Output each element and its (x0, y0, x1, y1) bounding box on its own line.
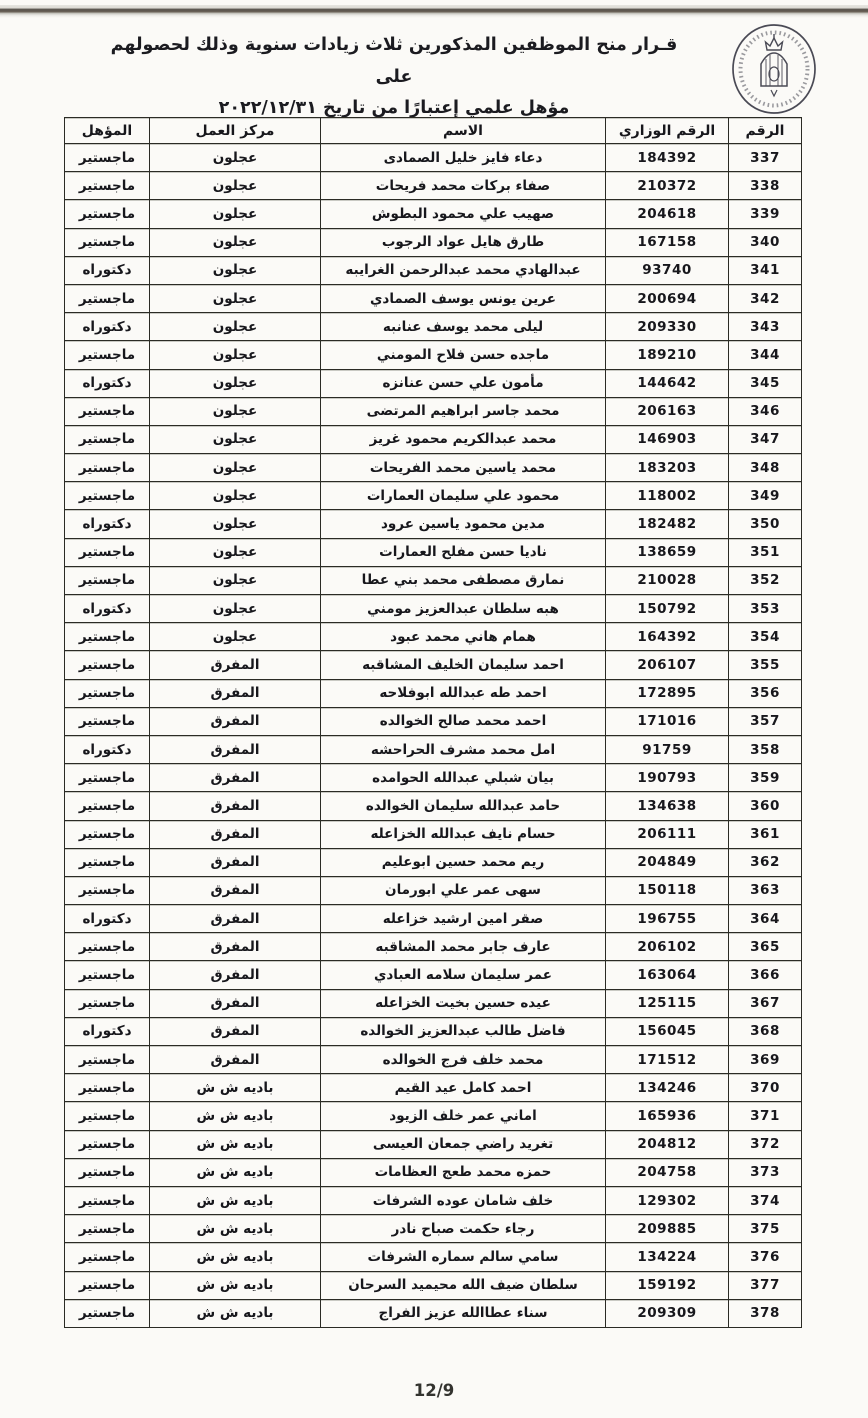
name-cell: احمد كامل عيد القيم (321, 1074, 606, 1102)
table-row (65, 341, 802, 369)
work-center-cell: باديه ش ش (150, 1130, 321, 1158)
row-number-cell: 376 (729, 1243, 802, 1271)
qualification-cell: دكتوراه (65, 905, 150, 933)
ministry-number-cell: 209330 (606, 313, 729, 341)
name-cell: ريم محمد حسين ابوعليم (321, 848, 606, 876)
table-row (65, 313, 802, 341)
name-cell: محمد خلف فرج الخوالده (321, 1046, 606, 1074)
ministry-number-cell: 164392 (606, 623, 729, 651)
row-number-cell: 352 (729, 566, 802, 594)
row-number-cell: 368 (729, 1017, 802, 1045)
work-center-cell: عجلون (150, 623, 321, 651)
name-cell: امل محمد مشرف الحراحشه (321, 735, 606, 763)
work-center-cell: عجلون (150, 284, 321, 312)
qualification-cell: ماجستير (65, 848, 150, 876)
work-center-cell: المفرق (150, 707, 321, 735)
ministry-number-cell: 209885 (606, 1215, 729, 1243)
qualification-cell: ماجستير (65, 1243, 150, 1271)
ministry-number-cell: 118002 (606, 482, 729, 510)
qualification-cell: ماجستير (65, 228, 150, 256)
table-row (65, 623, 802, 651)
table-row (65, 1074, 802, 1102)
row-number-cell: 358 (729, 735, 802, 763)
row-number-cell: 349 (729, 482, 802, 510)
header-ministry-number: الرقم الوزاري (606, 118, 729, 144)
name-cell: محمد عبدالكريم محمود غريز (321, 425, 606, 453)
qualification-cell: ماجستير (65, 679, 150, 707)
ministry-number-cell: 159192 (606, 1271, 729, 1299)
ministry-number-cell: 165936 (606, 1102, 729, 1130)
qualification-cell: ماجستير (65, 651, 150, 679)
royal-crown-seal-icon (730, 22, 818, 116)
qualification-cell: ماجستير (65, 989, 150, 1017)
qualification-cell: ماجستير (65, 341, 150, 369)
qualification-cell: ماجستير (65, 623, 150, 651)
row-number-cell: 343 (729, 313, 802, 341)
work-center-cell: عجلون (150, 397, 321, 425)
table-row (65, 538, 802, 566)
qualification-cell: ماجستير (65, 1186, 150, 1214)
work-center-cell: عجلون (150, 538, 321, 566)
qualification-cell: ماجستير (65, 876, 150, 904)
row-number-cell: 369 (729, 1046, 802, 1074)
row-number-cell: 363 (729, 876, 802, 904)
row-number-cell: 372 (729, 1130, 802, 1158)
name-cell: فاضل طالب عبدالعزيز الخوالده (321, 1017, 606, 1045)
work-center-cell: المفرق (150, 792, 321, 820)
qualification-cell: ماجستير (65, 1102, 150, 1130)
qualification-cell: ماجستير (65, 144, 150, 172)
ministry-number-cell: 125115 (606, 989, 729, 1017)
row-number-cell: 348 (729, 454, 802, 482)
name-cell: عمر سليمان سلامه العبادي (321, 961, 606, 989)
name-cell: بيان شبلي عبدالله الحوامده (321, 764, 606, 792)
table-row (65, 848, 802, 876)
qualification-cell: ماجستير (65, 566, 150, 594)
table-row (65, 595, 802, 623)
name-cell: محمد ياسين محمد الفريحات (321, 454, 606, 482)
name-cell: محمود علي سليمان العمارات (321, 482, 606, 510)
row-number-cell: 360 (729, 792, 802, 820)
qualification-cell: ماجستير (65, 454, 150, 482)
ministry-number-cell: 206102 (606, 933, 729, 961)
qualification-cell: ماجستير (65, 172, 150, 200)
ministry-number-cell: 150792 (606, 595, 729, 623)
row-number-cell: 344 (729, 341, 802, 369)
qualification-cell: ماجستير (65, 482, 150, 510)
table-row (65, 735, 802, 763)
work-center-cell: عجلون (150, 256, 321, 284)
title-line-2: مؤهل علمي إعتبارًا من تاريخ ٢٠٢٢/١٢/٣١ (218, 98, 570, 118)
work-center-cell: المفرق (150, 1017, 321, 1045)
table-header (65, 118, 802, 144)
name-cell: همام هاني محمد عبود (321, 623, 606, 651)
name-cell: احمد سليمان الخليف المشاقبه (321, 651, 606, 679)
title-line-1: قـرار منح الموظفين المذكورين ثلاث زيادات سنوية وذلك لحصولهم على (110, 35, 678, 87)
ministry-number-cell: 196755 (606, 905, 729, 933)
row-number-cell: 370 (729, 1074, 802, 1102)
ministry-number-cell: 206107 (606, 651, 729, 679)
work-center-cell: المفرق (150, 961, 321, 989)
name-cell: تغريد راضي جمعان العيسى (321, 1130, 606, 1158)
ministry-number-cell: 129302 (606, 1186, 729, 1214)
ministry-number-cell: 172895 (606, 679, 729, 707)
name-cell: سلطان ضيف الله محيميد السرحان (321, 1271, 606, 1299)
table-row (65, 905, 802, 933)
name-cell: دعاء فايز خليل الصمادى (321, 144, 606, 172)
work-center-cell: المفرق (150, 651, 321, 679)
row-number-cell: 361 (729, 820, 802, 848)
work-center-cell: المفرق (150, 764, 321, 792)
ministry-number-cell: 210372 (606, 172, 729, 200)
ministry-number-cell: 190793 (606, 764, 729, 792)
ministry-number-cell: 134246 (606, 1074, 729, 1102)
row-number-cell: 377 (729, 1271, 802, 1299)
ministry-number-cell: 171512 (606, 1046, 729, 1074)
table-header-row (65, 118, 802, 144)
header-work-center: مركز العمل (150, 118, 321, 144)
work-center-cell: عجلون (150, 313, 321, 341)
row-number-cell: 365 (729, 933, 802, 961)
name-cell: عارف جابر محمد المشاقبه (321, 933, 606, 961)
ministry-number-cell: 171016 (606, 707, 729, 735)
name-cell: خلف شامان عوده الشرفات (321, 1186, 606, 1214)
name-cell: ماجده حسن فلاح المومني (321, 341, 606, 369)
row-number-cell: 367 (729, 989, 802, 1017)
table-row (65, 566, 802, 594)
ministry-number-cell: 91759 (606, 735, 729, 763)
qualification-cell: ماجستير (65, 1271, 150, 1299)
table-row (65, 1243, 802, 1271)
ministry-number-cell: 146903 (606, 425, 729, 453)
table-row (65, 1215, 802, 1243)
work-center-cell: باديه ش ش (150, 1158, 321, 1186)
row-number-cell: 359 (729, 764, 802, 792)
ministry-number-cell: 189210 (606, 341, 729, 369)
work-center-cell: باديه ش ش (150, 1074, 321, 1102)
name-cell: احمد طه عبدالله ابوفلاحه (321, 679, 606, 707)
ministry-number-cell: 204812 (606, 1130, 729, 1158)
name-cell: سناء عطاالله عزيز الفراج (321, 1299, 606, 1327)
ministry-number-cell: 183203 (606, 454, 729, 482)
name-cell: صقر امين ارشيد خزاعله (321, 905, 606, 933)
qualification-cell: ماجستير (65, 933, 150, 961)
name-cell: اماني عمر خلف الزيود (321, 1102, 606, 1130)
employees-table (64, 117, 802, 1328)
work-center-cell: باديه ش ش (150, 1271, 321, 1299)
work-center-cell: باديه ش ش (150, 1102, 321, 1130)
table-row (65, 820, 802, 848)
name-cell: نمارق مصطفى محمد بني عطا (321, 566, 606, 594)
row-number-cell: 347 (729, 425, 802, 453)
table-row (65, 482, 802, 510)
table-row (65, 764, 802, 792)
qualification-cell: دكتوراه (65, 595, 150, 623)
ministry-number-cell: 204758 (606, 1158, 729, 1186)
table-row (65, 876, 802, 904)
table-row (65, 454, 802, 482)
row-number-cell: 350 (729, 510, 802, 538)
qualification-cell: ماجستير (65, 1299, 150, 1327)
work-center-cell: عجلون (150, 341, 321, 369)
table-row (65, 1158, 802, 1186)
ministry-number-cell: 182482 (606, 510, 729, 538)
name-cell: احمد محمد صالح الخوالده (321, 707, 606, 735)
work-center-cell: عجلون (150, 566, 321, 594)
qualification-cell: ماجستير (65, 425, 150, 453)
row-number-cell: 353 (729, 595, 802, 623)
table-row (65, 1271, 802, 1299)
work-center-cell: المفرق (150, 989, 321, 1017)
row-number-cell: 364 (729, 905, 802, 933)
work-center-cell: عجلون (150, 144, 321, 172)
ministry-number-cell: 134224 (606, 1243, 729, 1271)
ministry-number-cell: 204618 (606, 200, 729, 228)
table-row (65, 284, 802, 312)
table-row (65, 989, 802, 1017)
row-number-cell: 374 (729, 1186, 802, 1214)
work-center-cell: المفرق (150, 1046, 321, 1074)
ministry-number-cell: 200694 (606, 284, 729, 312)
name-cell: رجاء حكمت صباح نادر (321, 1215, 606, 1243)
table-row (65, 172, 802, 200)
name-cell: عبدالهادي محمد عبدالرحمن الغرايبه (321, 256, 606, 284)
row-number-cell: 346 (729, 397, 802, 425)
document-title (90, 30, 698, 125)
table-row (65, 651, 802, 679)
row-number-cell: 338 (729, 172, 802, 200)
ministry-number-cell: 204849 (606, 848, 729, 876)
name-cell: طارق هايل عواد الرجوب (321, 228, 606, 256)
ministry-number-cell: 184392 (606, 144, 729, 172)
work-center-cell: باديه ش ش (150, 1215, 321, 1243)
document-header (0, 22, 868, 118)
row-number-cell: 366 (729, 961, 802, 989)
table-row (65, 792, 802, 820)
row-number-cell: 354 (729, 623, 802, 651)
row-number-cell: 357 (729, 707, 802, 735)
row-number-cell: 371 (729, 1102, 802, 1130)
row-number-cell: 355 (729, 651, 802, 679)
table-row (65, 1130, 802, 1158)
work-center-cell: المفرق (150, 735, 321, 763)
work-center-cell: عجلون (150, 369, 321, 397)
table-row (65, 707, 802, 735)
name-cell: سهى عمر علي ابورمان (321, 876, 606, 904)
work-center-cell: المفرق (150, 820, 321, 848)
row-number-cell: 337 (729, 144, 802, 172)
table-row (65, 961, 802, 989)
qualification-cell: ماجستير (65, 820, 150, 848)
ministry-number-cell: 138659 (606, 538, 729, 566)
name-cell: ليلى محمد يوسف عنانبه (321, 313, 606, 341)
qualification-cell: ماجستير (65, 961, 150, 989)
work-center-cell: عجلون (150, 454, 321, 482)
qualification-cell: ماجستير (65, 538, 150, 566)
name-cell: حامد عبدالله سليمان الخوالده (321, 792, 606, 820)
qualification-cell: دكتوراه (65, 369, 150, 397)
row-number-cell: 339 (729, 200, 802, 228)
name-cell: صهيب علي محمود البطوش (321, 200, 606, 228)
work-center-cell: المفرق (150, 848, 321, 876)
work-center-cell: عجلون (150, 172, 321, 200)
ministry-number-cell: 93740 (606, 256, 729, 284)
table-row (65, 1299, 802, 1327)
row-number-cell: 362 (729, 848, 802, 876)
work-center-cell: عجلون (150, 200, 321, 228)
work-center-cell: عجلون (150, 228, 321, 256)
row-number-cell: 351 (729, 538, 802, 566)
ministry-number-cell: 163064 (606, 961, 729, 989)
ministry-number-cell: 134638 (606, 792, 729, 820)
table-row (65, 397, 802, 425)
qualification-cell: ماجستير (65, 1158, 150, 1186)
work-center-cell: المفرق (150, 876, 321, 904)
qualification-cell: ماجستير (65, 1215, 150, 1243)
header-name: الاسم (321, 118, 606, 144)
qualification-cell: ماجستير (65, 200, 150, 228)
work-center-cell: المفرق (150, 933, 321, 961)
header-row-number: الرقم (729, 118, 802, 144)
table-row (65, 1186, 802, 1214)
table-body (65, 144, 802, 1328)
qualification-cell: دكتوراه (65, 510, 150, 538)
qualification-cell: دكتوراه (65, 1017, 150, 1045)
name-cell: صفاء بركات محمد فريحات (321, 172, 606, 200)
table-row (65, 369, 802, 397)
qualification-cell: ماجستير (65, 764, 150, 792)
work-center-cell: عجلون (150, 425, 321, 453)
qualification-cell: ماجستير (65, 397, 150, 425)
qualification-cell: ماجستير (65, 792, 150, 820)
name-cell: حمزه محمد طعج العظامات (321, 1158, 606, 1186)
work-center-cell: باديه ش ش (150, 1299, 321, 1327)
ministry-seal-icon (730, 22, 818, 116)
row-number-cell: 342 (729, 284, 802, 312)
work-center-cell: المفرق (150, 679, 321, 707)
name-cell: هبه سلطان عبدالعزيز مومني (321, 595, 606, 623)
qualification-cell: ماجستير (65, 1046, 150, 1074)
row-number-cell: 373 (729, 1158, 802, 1186)
table-row (65, 228, 802, 256)
work-center-cell: عجلون (150, 595, 321, 623)
name-cell: سامي سالم سماره الشرفات (321, 1243, 606, 1271)
row-number-cell: 356 (729, 679, 802, 707)
header-qualification: المؤهل (65, 118, 150, 144)
table-row (65, 679, 802, 707)
table-row (65, 200, 802, 228)
table-row (65, 425, 802, 453)
ministry-number-cell: 156045 (606, 1017, 729, 1045)
name-cell: محمد جاسر ابراهيم المرتضى (321, 397, 606, 425)
name-cell: حسام نايف عبدالله الخزاعله (321, 820, 606, 848)
table-row (65, 144, 802, 172)
row-number-cell: 340 (729, 228, 802, 256)
row-number-cell: 345 (729, 369, 802, 397)
work-center-cell: باديه ش ش (150, 1186, 321, 1214)
table-row (65, 256, 802, 284)
work-center-cell: المفرق (150, 905, 321, 933)
table-row (65, 1017, 802, 1045)
ministry-number-cell: 150118 (606, 876, 729, 904)
table-row (65, 1046, 802, 1074)
ministry-number-cell: 144642 (606, 369, 729, 397)
ministry-number-cell: 209309 (606, 1299, 729, 1327)
name-cell: مأمون علي حسن عنانزه (321, 369, 606, 397)
name-cell: عيده حسين بخيت الخزاعله (321, 989, 606, 1017)
qualification-cell: ماجستير (65, 1074, 150, 1102)
name-cell: عرين يونس يوسف الصمادي (321, 284, 606, 312)
ministry-number-cell: 167158 (606, 228, 729, 256)
qualification-cell: دكتوراه (65, 256, 150, 284)
row-number-cell: 341 (729, 256, 802, 284)
qualification-cell: ماجستير (65, 1130, 150, 1158)
ministry-number-cell: 206111 (606, 820, 729, 848)
table-row (65, 933, 802, 961)
qualification-cell: ماجستير (65, 284, 150, 312)
row-number-cell: 375 (729, 1215, 802, 1243)
work-center-cell: باديه ش ش (150, 1243, 321, 1271)
page-number: 12/9 (413, 1381, 455, 1400)
ministry-number-cell: 206163 (606, 397, 729, 425)
scan-edge-artifact (0, 5, 868, 18)
row-number-cell: 378 (729, 1299, 802, 1327)
name-cell: مدين محمود ياسين عرود (321, 510, 606, 538)
qualification-cell: دكتوراه (65, 313, 150, 341)
ministry-number-cell: 210028 (606, 566, 729, 594)
qualification-cell: دكتوراه (65, 735, 150, 763)
qualification-cell: ماجستير (65, 707, 150, 735)
name-cell: ناديا حسن مفلح العمارات (321, 538, 606, 566)
work-center-cell: عجلون (150, 510, 321, 538)
work-center-cell: عجلون (150, 482, 321, 510)
table-row (65, 1102, 802, 1130)
table-row (65, 510, 802, 538)
